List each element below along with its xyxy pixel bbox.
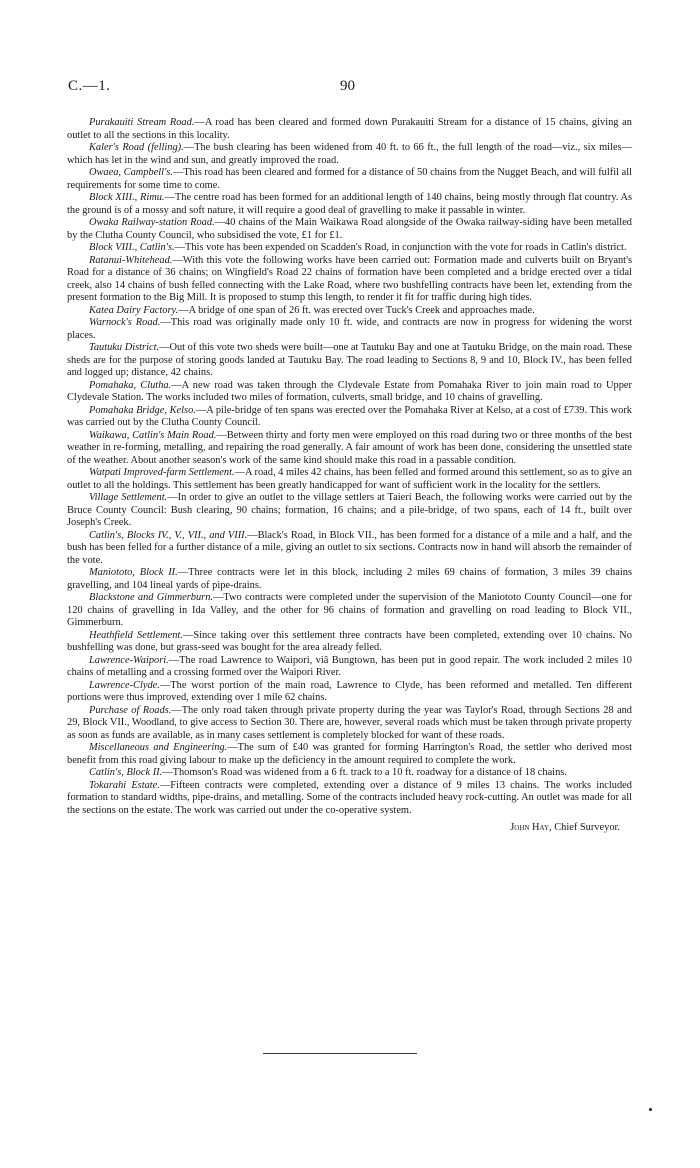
paragraph (67, 305, 632, 318)
paragraph-text: —The bush clearing has been widened from 40 ft. to 66 ft., the full length of the road—viz., six miles—which has let in the wind and sun, and greatly improved the road. (67, 142, 632, 166)
paragraph (67, 380, 632, 405)
paragraph (67, 117, 632, 142)
paragraph (67, 530, 632, 568)
paragraph (67, 342, 632, 380)
paragraph-heading: Waikawa, Catlin's Main Road. (89, 429, 217, 441)
paragraph (67, 592, 632, 630)
paragraph-heading: Tautuku District. (89, 342, 160, 353)
paragraph-heading: Block XIII., Rimu. (89, 192, 165, 203)
paragraph (67, 242, 632, 255)
signatory-name: John Hay (510, 822, 549, 833)
paragraph (67, 192, 632, 217)
page-number: 90 (340, 78, 355, 94)
closing-rule (263, 1053, 417, 1054)
report-body (67, 117, 632, 835)
paragraph-heading: Purakauiti Stream Road. (89, 117, 195, 128)
paragraph-heading: Miscellaneous and Engineering. (89, 742, 228, 753)
paragraph-text: —The worst portion of the main road, Lawrence to Clyde, has been reformed and metalled. Ten different portions were thus improved, extending over 1 mile 62 chains. (67, 679, 632, 703)
paragraph-text: —A road, 4 miles 42 chains, has been felled and formed around this settlement, so as to give an outlet to all the holdings. This settlement has been greatly handicapped for want of sufficient work in the locality for the settlers. (67, 467, 632, 491)
paragraph-list (67, 117, 632, 817)
paragraph-heading: Watpati Improved-farm Settlement. (89, 467, 235, 478)
paragraph-text: —The only road taken through private property during the year was Taylor's Road, through Sections 28 and 29, Block VII., Woodland, to give access to Section 30. There are, however, several roads which must be taken through private property as soon as funds are available, as in many cases settlement is completely blocked for want of these roads. (67, 704, 632, 741)
paragraph (67, 630, 632, 655)
paragraph-text: —A bridge of one span of 26 ft. was erected over Tuck's Creek and approaches made. (178, 304, 535, 316)
paragraph-text: —Black's Road, in Block VII., has been formed for a distance of a mile and a half, and the bush has been felled for a further distance of a mile, giving an outlet to six sections. Contracts now in hand will absorb the remainder of the vote. (67, 529, 632, 566)
paragraph (67, 655, 632, 680)
signature (67, 822, 620, 835)
paragraph-heading: Village Settlement. (89, 492, 168, 503)
paragraph-heading: Lawrence-Waipori. (89, 654, 169, 666)
paragraph-heading: Blackstone and Gimmerburn. (89, 592, 214, 603)
paragraph-heading: Heathfield Settlement. (89, 629, 183, 641)
paragraph-text: —The sum of £40 was granted for forming Harrington's Road, the settler who derived most benefit from this road giving labour to make up the deficiency in the amount required to complete the work. (67, 742, 632, 766)
paragraph-heading: Block VIII., Catlin's. (89, 242, 175, 253)
paragraph-heading: Pomahaka, Clutha. (89, 379, 172, 391)
page-mark (649, 1108, 652, 1111)
paragraph-text: —This road has been cleared and formed for a distance of 50 chains from the Nugget Beach, and will fulfil all requirements for some time to come. (67, 167, 632, 191)
paragraph-heading: Maniototo, Block II. (89, 567, 178, 578)
paragraph-text: —The centre road has been formed for an additional length of 140 chains, being mostly through flat country. As the ground is of a mossy and soft nature, it will require a good deal of gravelling to make it passable in winter. (67, 192, 632, 216)
paragraph-text: —In order to give an outlet to the village settlers at Taieri Beach, the following works were carried out by the Bruce County Council: Bush clearing, 90 chains; formation, 16 chains; and a pile-bridge, of two spans, each of 14 ft., built over Joseph's Creek. (67, 492, 632, 528)
paragraph-text: —With this vote the following works have been carried out: Formation made and culverts built on Bryant's Road for a distance of 36 chains; on Wingfield's Road 22 chains of formation have been completed and a bridge erected over a tidal creek, also 14 chains of bush felled connecting with the Lake Road, where two bushfelling contracts have been let, extending from the present formation to the Big Mill. It is proposed to stump this length, to render it fit for traffic during high tides. (67, 254, 632, 303)
report-reference: C.—1. (68, 78, 111, 94)
paragraph-heading: Kaler's Road (felling). (89, 142, 184, 153)
paragraph (67, 705, 632, 743)
paragraph-text: —The road Lawrence to Waipori, viâ Bungtown, has been put in good repair. The work included 2 miles 10 chains of metalling and a crossing formed over the Waipori River. (67, 654, 632, 678)
paragraph-heading: Warnock's Road. (89, 317, 161, 328)
paragraph-heading: Ratanui-Whitehead. (89, 254, 173, 266)
paragraph-text: —Since taking over this settlement three contracts have been completed, extending over 10 chains. No bushfelling was done, but grass-seed was bought for the area already felled. (67, 629, 632, 653)
paragraph (67, 317, 632, 342)
paragraph-heading: Owaka Railway-station Road. (89, 217, 215, 228)
paragraph (67, 680, 632, 705)
paragraph (67, 767, 632, 780)
paragraph-text: —40 chains of the Main Waikawa Road alongside of the Owaka railway-siding have been metalled by the Clutha County Council, who subsidised the vote, £1 for £1. (67, 217, 632, 241)
paragraph (67, 405, 632, 430)
paragraph (67, 142, 632, 167)
paragraph-heading: Owaea, Campbell's. (89, 167, 173, 178)
paragraph-text: —A pile-bridge of ten spans was erected over the Pomahaka River at Kelso, at a cost of £739. This work was carried out by the Clutha County Council. (67, 404, 632, 428)
paragraph-text: —Thomson's Road was widened from a 6 ft. track to a 10 ft. roadway for a distance of 18 chains. (162, 767, 567, 778)
paragraph-heading: Catlin's, Block II. (89, 767, 163, 778)
paragraph (67, 567, 632, 592)
paragraph-text: —Fifteen contracts were completed, extending over a distance of 9 miles 13 chains. The works included formation to standard widths, pipe-drains, and metalling. Some of the contracts included heavy rock-cutting. An outlet was made for all the sections on the estate. The work was carried out under the co-operative system. (67, 779, 632, 816)
paragraph-heading: Lawrence-Clyde. (89, 679, 160, 691)
paragraph (67, 167, 632, 192)
signatory-title: , Chief Surveyor. (549, 822, 620, 833)
paragraph-text: —This vote has been expended on Scadden's Road, in conjunction with the vote for roads in Catlin's district. (174, 242, 627, 253)
paragraph-text: —Two contracts were completed under the supervision of the Maniototo County Council—one for 120 chains of gravelling in Ida Valley, and the other for 96 chains of formation and gravelling on road leading to Block VII., Gimmerburn. (67, 592, 633, 628)
paragraph (67, 742, 632, 767)
paragraph-text: —A road has been cleared and formed down Purakauiti Stream for a distance of 15 chains, giving an outlet to all the sections in this locality. (67, 117, 632, 141)
paragraph-text: —A new road was taken through the Clydevale Estate from Pomahaka River to join main road to Upper Clydevale Station. The works included two miles of formation, culverts, small bridge, and 10 chains of gravelling. (67, 379, 632, 403)
paragraph-text: —Three contracts were let in this block, including 2 miles 69 chains of formation, 3 miles 39 chains gravelling, and 104 lineal yards of pipe-drains. (67, 567, 632, 591)
paragraph-text: —Between thirty and forty men were employed on this road during two or three months of the best weather in re-forming, metalling, and repairing the road generally. A fair amount of work has been done, considering the unsettled state of the weather. About another season's work of the same kind should make this road in a passable condition. (67, 429, 632, 466)
page-header (68, 78, 640, 98)
paragraph (67, 780, 632, 818)
paragraph (67, 430, 632, 468)
paragraph-heading: Katea Dairy Factory. (89, 304, 179, 316)
paragraph-heading: Purchase of Roads. (89, 704, 172, 716)
paragraph (67, 255, 632, 305)
paragraph-heading: Catlin's, Blocks IV., V., VII., and VIII. (89, 529, 248, 541)
paragraph (67, 217, 632, 242)
paragraph (67, 492, 632, 530)
paragraph-heading: Tokarahi Estate. (89, 779, 160, 791)
paragraph (67, 467, 632, 492)
paragraph-text: —This road was originally made only 10 ft. wide, and contracts are now in progress for widening the worst places. (67, 317, 632, 341)
paragraph-heading: Pomahaka Bridge, Kelso. (89, 404, 196, 416)
paragraph-text: —Out of this vote two sheds were built—one at Tautuku Bay and one at Tautuku Bridge, on the main road. These sheds are for the purpose of storing goods landed at Tautuku Bay. The road leading to Sections 8, 9 and 10, Block IV., has been felled and logged up; distance, 42 chains. (67, 342, 632, 378)
